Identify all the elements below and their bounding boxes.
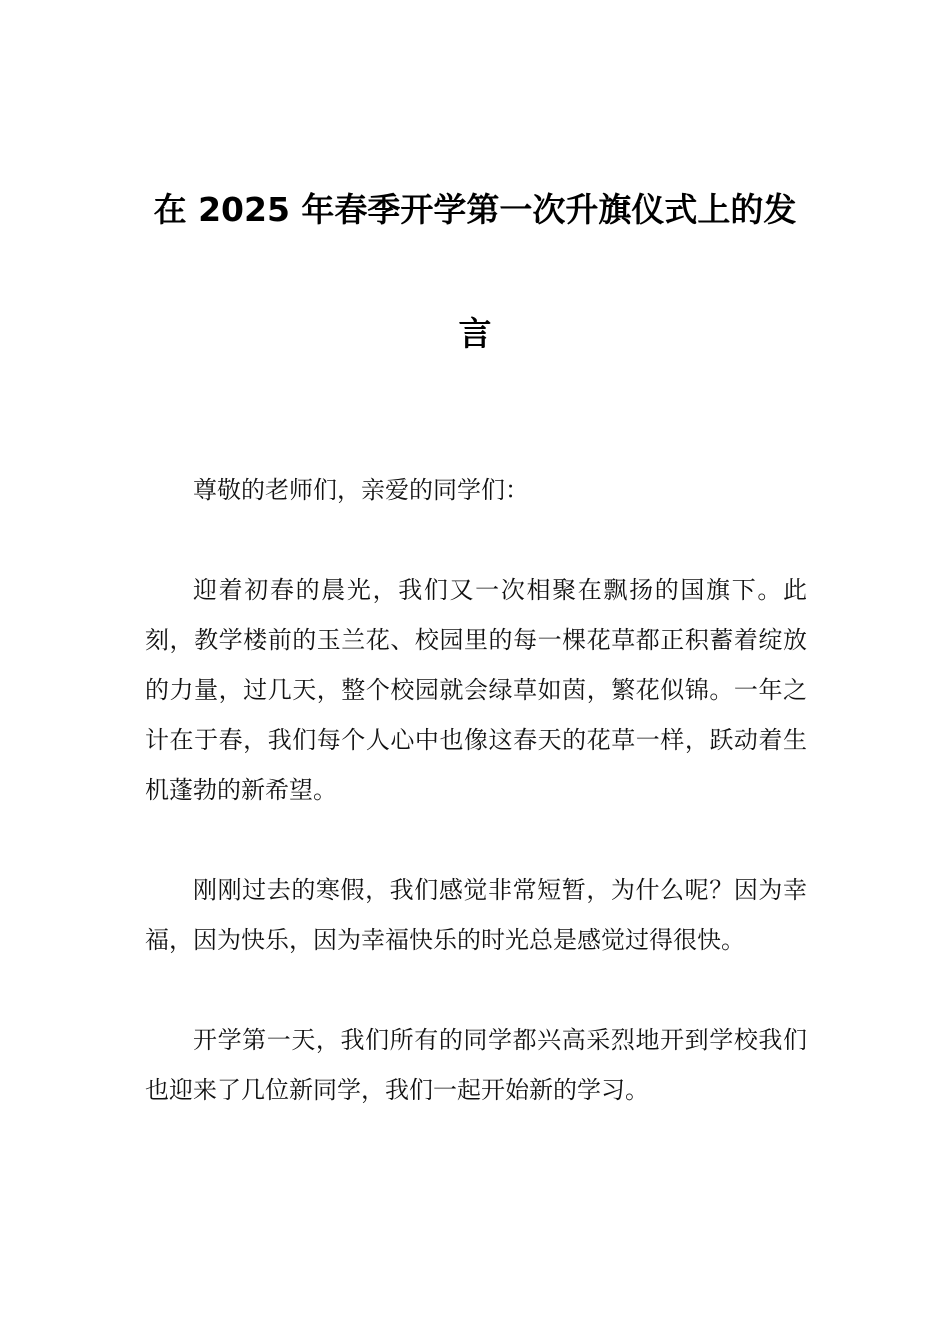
body-paragraph: 开学第一天，我们所有的同学都兴高采烈地开到学校我们也迎来了几位新同学，我们一起开始新的学习。 bbox=[145, 1026, 807, 1104]
salutation-paragraph: 尊敬的老师们，亲爱的同学们： bbox=[193, 476, 529, 504]
body-paragraph: 刚刚过去的寒假，我们感觉非常短暂，为什么呢？因为幸福，因为快乐，因为幸福快乐的时光总是感觉过得很快。 bbox=[145, 876, 807, 954]
document-body bbox=[145, 465, 807, 1115]
body-paragraph: 迎着初春的晨光，我们又一次相聚在飘扬的国旗下。此刻，教学楼前的玉兰花、校园里的每一棵花草都正积蓄着绽放的力量，过几天，整个校园就会绿草如茵，繁花似锦。一年之计在于春，我们每个人心中也像这春天的花草一样，跃动着生机蓬勃的新希望。 bbox=[145, 576, 807, 804]
document-title: 在 2025 年春季开学第一次升旗仪式上的发言 bbox=[153, 190, 797, 353]
